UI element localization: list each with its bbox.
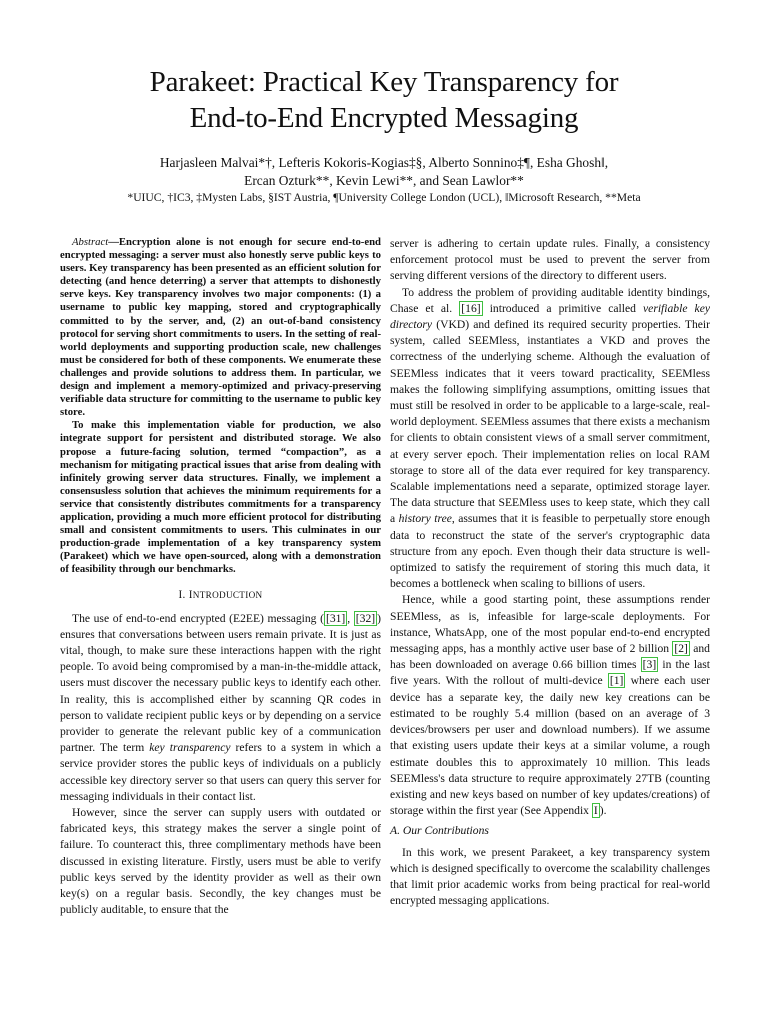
- text-run: refers to a system in which a service provider stores the public keys of individuals on a publicly accessible key directory server so that users can query this server for messaging individuals in their contact list.: [60, 741, 382, 803]
- text-run: in the last five years. With the rollout of multi-device: [390, 658, 710, 688]
- intro-paragraph-4: [390, 592, 710, 819]
- paper-title: [40, 64, 728, 136]
- text-run: ,: [347, 611, 354, 625]
- right-column: [390, 236, 710, 909]
- emphasis-text: history tree: [398, 512, 452, 526]
- text-run: where each user device has a separate key, the daily new key creations can be estimated to be roughly 5.4 million (based on an average of 3 devices/browsers per user and download numbers). If we assume that existing users update their keys at a similar volume, a rough estimate doubles this to approximately 10 million. This leads SEEMless's data structure to require approximately 27TB (counting existing and new keys based on number of key updates/creations) of storage within the first year (See Appendix: [390, 674, 710, 818]
- subsection-heading-contributions: A. Our Contributions: [390, 824, 489, 838]
- abstract-text-1: —Encryption alone is not enough for secure end-to-end encrypted messaging: a server must also honestly serve public keys to users. Key transparency has been presented as an efficient solution for detecting (and hence deterring) a server that attempts to dishonestly serve keys. Key transparency involves two major components: (1) a username to public key mapping, stored and cryptographically committed to by the server, and, (2) an out-of-band consistency protocol for serving short commitments to users. In the setting of real-world deployments and supporting production scale, new challenges must be considered for both of these components. We enumerate these challenges and provide solutions to address them. In particular, we design and implement a memory-optimized and privacy-preserving verifiable data structure for committing to the username to public key store.: [60, 236, 381, 419]
- title-line-2: End-to-End Encrypted Messaging: [189, 102, 579, 134]
- intro-paragraph-3: [390, 285, 710, 593]
- abstract-paragraph-1: [60, 236, 381, 419]
- text-run: introduced a primitive called: [482, 301, 644, 315]
- text-run: and has been downloaded on average 0.66 billion times: [390, 642, 710, 672]
- text-run: Hence, while a good starting point, these assumptions render SEEMless, as is, infeasible for large-scale deployments. For instance, WhatsApp, one of the most popular end-to-end encrypted messaging apps, has a monthly active user base of 2 billion: [390, 593, 710, 656]
- abstract: [60, 236, 381, 576]
- left-column: [60, 236, 381, 919]
- text-run: (VKD) and defined its required security properties. Their system, called SEEMless, instantiates a VKD and proves the correctness of the underlying scheme. Although the evaluation of SEEMless indicates that it veers toward practicality, SEEMless makes the following simplifying assumptions, omitting issues that must still be resolved in order to be applicable to a large-scale, real-world deployment. SEEMless assumes that there exists a mechanism for clients to obtain consistent views of a small server commitment, at every server epoch. Their implementation relies on local RAM storage to store all of the data ever required for key transparency. Scalable implementations need a separate, optimized storage layer. The data structure that SEEMless uses to keep state, which they call a: [390, 318, 710, 526]
- authors-line-2: Ercan Ozturk**, Kevin Lewi**, and Sean Lawlor**: [244, 173, 524, 188]
- text-run: The use of end-to-end encrypted (E2EE) messaging (: [72, 611, 324, 625]
- section-title-initial: I: [188, 589, 193, 602]
- text-run: ) ensures that conversations between users remain private. It is just as vital, though, to make sure these interactions happen with the right people. To avoid being compromised by a man-in-the-middle attack, users must discover the necessary public keys to identify each other. In reality, this is accomplished either by scanning QR codes in person to validate recipient public keys or by depending on a service provider to generate the relevant public key of a communication partner. The term: [60, 611, 381, 755]
- text-run: To address the problem of providing auditable identity bindings, Chase et al.: [390, 285, 710, 315]
- intro-paragraph-2: However, since the server can supply users with outdated or fabricated keys, this strategy makes the server a single point of failure. To counteract this, three complimentary methods have been discussed in existing literature. Firstly, users must be able to verify public keys served by the identity provider as well as their own key(s) on a regular basis. Secondly, the key changes must be publicly auditable, to ensure that the: [60, 806, 381, 917]
- text-run: ).: [599, 804, 607, 818]
- citation-link[interactable]: [1]: [609, 674, 624, 688]
- contributions-paragraph-1: In this work, we present Parakeet, a key transparency system which is designed specifically to overcome the scalability challenges that limit prior academic works from being practical for real-world encrypted messaging applications.: [390, 845, 710, 908]
- citation-link[interactable]: [3]: [642, 658, 657, 672]
- section-heading-introduction: [60, 587, 381, 603]
- citation-link[interactable]: [32]: [355, 611, 376, 625]
- citation-link[interactable]: [31]: [325, 611, 346, 625]
- emphasis-text: key transparency: [149, 741, 231, 755]
- authors-line-1: Harjasleen Malvai*†, Lefteris Kokoris-Kogias‡§, Alberto Sonnino‡¶, Esha Ghosh‖,: [159, 155, 609, 170]
- abstract-label: Abstract: [72, 236, 109, 248]
- emphasis-text: verifiable key directory: [390, 301, 710, 332]
- intro-paragraph-1: [60, 611, 381, 805]
- intro-paragraph-2-continued: server is adhering to certain update rules. Finally, a consistency enforcement protocol must be used to prevent the server from serving different versions of the directory to different users.: [390, 237, 710, 283]
- text-run: , assumes that it is feasible to perpetually store enough data to reconstruct the state of the server's cryptographic data structure from any epoch. Even though their data structure is well-optimized to satisfy the requirement of storing this much data, it becomes a bottleneck when scaling to billions of users.: [390, 512, 710, 591]
- section-title-rest: NTRODUCTION: [192, 590, 263, 601]
- affiliations: *UIUC, †IC3, ‡Mysten Labs, §IST Austria, ¶University College London (UCL), ‖Microsoft Research, **Meta: [127, 191, 641, 204]
- abstract-paragraph-2: To make this implementation viable for production, we also integrate support for persistent and distributed storage. We also propose a future-facing solution, termed “compaction”, as a mechanism for mitigating practical issues that arise from dealing with infinitely growing server data structures. Finally, we implement a consensusless solution that achieves the minimum requirements for a service that consistently distributes commitments for a transparency application, providing a much more efficient protocol for distributing small and consistent commitments to users. This culminates in our production-grade implementation of a key transparency system (Parakeet) which we have open-sourced, along with a demonstration of feasibility through our benchmarks.: [60, 419, 381, 576]
- citation-link[interactable]: [2]: [674, 642, 688, 656]
- section-number: I.: [178, 589, 186, 602]
- appendix-link[interactable]: I: [593, 804, 598, 818]
- citation-link[interactable]: [16]: [461, 301, 481, 315]
- author-list: [40, 154, 728, 190]
- title-line-1: Parakeet: Practical Key Transparency for: [149, 66, 619, 98]
